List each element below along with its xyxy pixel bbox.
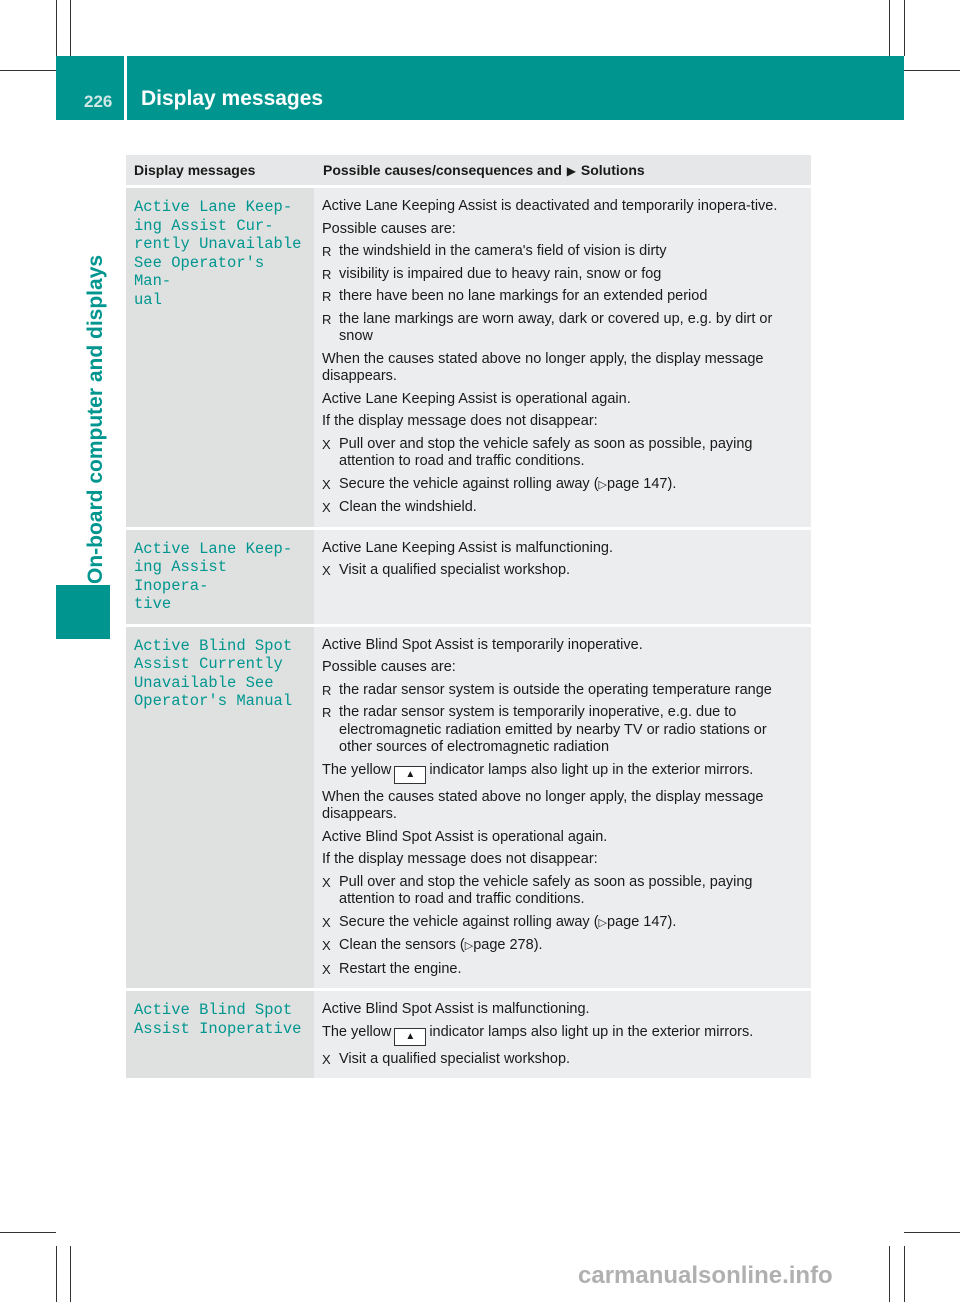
display-message-text: Active Lane Keep‐ ing Assist Inopera‐ tive: [134, 539, 293, 613]
message-cell: [126, 625, 314, 990]
blind-spot-warning-icon: ▲: [394, 1028, 426, 1046]
list-item-text: the radar sensor system is temporarily inoperative, e.g. due to electromagnetic radiation emitted by nearby TV or radio stations or other sources of electromagnetic radiation: [339, 704, 767, 755]
crop-mark: [889, 1246, 890, 1302]
list-item-text: Visit a qualified specialist workshop.: [339, 1050, 571, 1067]
list-item-text: Pull over and stop the vehicle safely as soon as possible, paying attention to road and traffic conditions.: [339, 435, 753, 469]
paragraph: [322, 762, 803, 784]
paragraph-text: indicator lamps also light up in the exterior mirrors.: [429, 1023, 754, 1040]
step-arrow-icon: X: [322, 961, 331, 977]
paragraph: When the causes stated above no longer apply, the display message disappears.: [322, 788, 764, 822]
paragraph: [322, 1024, 803, 1046]
causes-cell: [314, 528, 811, 625]
message-cell: [126, 187, 314, 529]
page-title: Display messages: [141, 87, 324, 110]
list-item-text: Secure the vehicle against rolling away (: [339, 475, 599, 492]
page-reference[interactable]: page 147: [607, 475, 668, 492]
solution-step: [322, 499, 803, 517]
paragraph-text: indicator lamps also light up in the exterior mirrors.: [429, 761, 754, 778]
table-header-row: [126, 155, 811, 187]
paragraph: Active Blind Spot Assist is operational again.: [322, 828, 608, 845]
column-header-causes: [314, 155, 811, 187]
crop-mark: [70, 0, 71, 56]
column-header-solutions-text: Solutions: [580, 162, 645, 178]
section-side-block: [56, 585, 110, 639]
section-side-label-text: On-board computer and displays: [84, 254, 107, 584]
list-item-suffix: ).: [667, 475, 677, 492]
table-body: [126, 187, 811, 1079]
display-message-text: Active Lane Keep‐ ing Assist Cur‐ rently Unavailable See Operator's Man‐ ual: [134, 198, 302, 309]
table-row: [126, 990, 811, 1079]
causes-cell: [314, 625, 811, 990]
list-item-suffix: ).: [533, 937, 543, 953]
paragraph: Active Lane Keeping Assist is malfunctioning.: [322, 539, 613, 556]
list-item-text: the windshield in the camera's field of vision is dirty: [339, 243, 667, 259]
paragraph: If the display message does not disappear:: [322, 851, 598, 867]
step-arrow-icon: X: [322, 563, 331, 578]
solution-step: [322, 961, 803, 979]
cause-bullet: [322, 288, 803, 306]
solution-step: [322, 562, 803, 580]
step-arrow-icon: X: [322, 874, 331, 890]
page-ref-icon: ▷: [464, 940, 474, 952]
list-item-text: Restart the engine.: [339, 960, 462, 977]
list-item-text: Visit a qualified specialist workshop.: [339, 562, 571, 578]
crop-mark: [56, 1246, 57, 1302]
crop-mark: [904, 1246, 905, 1302]
list-item-text: the radar sensor system is outside the operating temperature range: [339, 681, 772, 698]
step-arrow-icon: X: [322, 938, 331, 953]
paragraph: Active Lane Keeping Assist is operational again.: [322, 390, 631, 407]
page-ref-icon: ▷: [598, 916, 607, 929]
bullet-icon: R: [322, 266, 332, 282]
list-item-text: the lane markings are worn away, dark or covered up, e.g. by dirt or snow: [339, 310, 773, 344]
step-arrow-icon: X: [322, 436, 331, 452]
crop-mark: [0, 70, 56, 71]
paragraph: Possible causes are:: [322, 659, 456, 675]
list-item-text: Secure the vehicle against rolling away (: [339, 913, 599, 930]
table-row: [126, 187, 811, 529]
page-reference[interactable]: page 278: [473, 937, 534, 953]
crop-mark: [70, 1246, 71, 1302]
display-message-text: Active Blind Spot Assist Inoperative: [134, 1001, 302, 1038]
display-messages-table: [126, 155, 811, 1078]
display-message-text: Active Blind Spot Assist Currently Unavailable See Operator's Manual: [134, 636, 293, 710]
paragraph: Active Blind Spot Assist is temporarily inoperative.: [322, 636, 643, 653]
list-item-suffix: ).: [667, 913, 677, 930]
step-arrow-icon: X: [322, 1051, 331, 1067]
paragraph: Active Blind Spot Assist is malfunctioning.: [322, 1001, 590, 1017]
message-cell: [126, 990, 314, 1079]
blind-spot-warning-icon: ▲: [394, 766, 426, 784]
table-row: [126, 625, 811, 990]
causes-cell: [314, 187, 811, 529]
cause-bullet: [322, 311, 803, 346]
watermark: carmanualsonline.info: [578, 1262, 833, 1289]
page-reference[interactable]: page 147: [607, 913, 668, 930]
crop-mark: [904, 0, 905, 56]
crop-mark: [904, 70, 960, 71]
page-number: 226: [84, 92, 113, 111]
play-arrow-icon: ▶: [566, 164, 577, 178]
list-item-text: visibility is impaired due to heavy rain, snow or fog: [339, 265, 662, 282]
solution-step: [322, 914, 803, 933]
paragraph: Active Lane Keeping Assist is deactivated and temporarily inopera‐tive.: [322, 198, 778, 214]
step-arrow-icon: X: [322, 914, 331, 930]
bullet-icon: R: [322, 244, 332, 259]
solution-step: [322, 436, 803, 471]
step-arrow-icon: X: [322, 476, 331, 492]
bullet-icon: R: [322, 705, 332, 720]
causes-cell: [314, 990, 811, 1079]
step-arrow-icon: X: [322, 500, 331, 515]
bullet-icon: R: [322, 311, 332, 327]
header-divider: [124, 56, 127, 120]
cause-bullet: [322, 243, 803, 261]
cause-bullet: [322, 704, 803, 757]
list-item-text: Clean the sensors (: [339, 937, 465, 953]
message-cell: [126, 528, 314, 625]
solution-step: [322, 1051, 803, 1069]
paragraph-text: The yellow: [322, 1023, 392, 1040]
solution-step: [322, 937, 803, 956]
paragraph: When the causes stated above no longer apply, the display message disappears.: [322, 350, 764, 384]
crop-mark: [0, 1232, 56, 1233]
list-item-text: Pull over and stop the vehicle safely as soon as possible, paying attention to road and traffic conditions.: [339, 873, 753, 907]
solution-step: [322, 874, 803, 909]
crop-mark: [56, 0, 57, 56]
solution-step: [322, 476, 803, 495]
list-item-text: there have been no lane markings for an extended period: [339, 288, 708, 304]
bullet-icon: R: [322, 682, 332, 698]
column-header-messages: Display messages: [126, 155, 314, 187]
bullet-icon: R: [322, 289, 332, 304]
paragraph: Possible causes are:: [322, 220, 456, 237]
crop-mark: [904, 1232, 960, 1233]
page-ref-icon: ▷: [598, 478, 607, 491]
paragraph-text: The yellow: [322, 761, 392, 778]
paragraph: If the display message does not disappear:: [322, 413, 598, 429]
table-row: [126, 528, 811, 625]
cause-bullet: [322, 682, 803, 700]
list-item-text: Clean the windshield.: [339, 499, 477, 515]
cause-bullet: [322, 266, 803, 284]
column-header-causes-text: Possible causes/consequences and: [323, 162, 562, 178]
crop-mark: [889, 0, 890, 56]
